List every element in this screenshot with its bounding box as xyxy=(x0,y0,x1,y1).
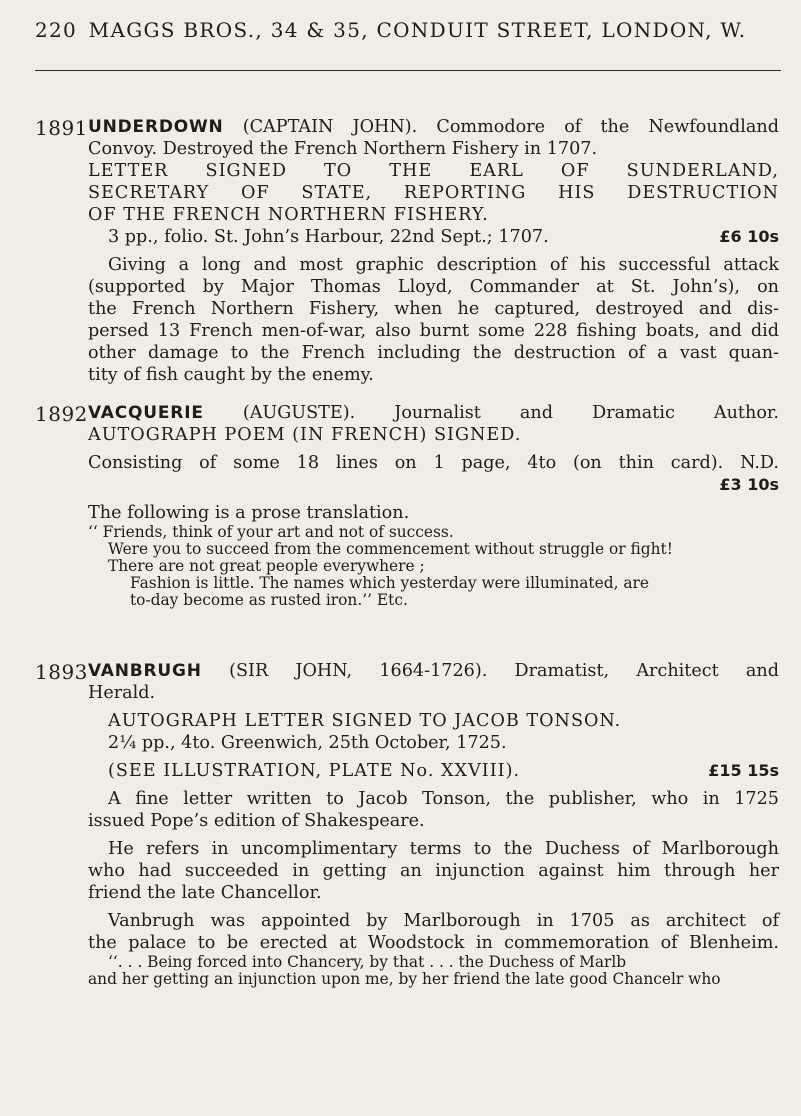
description-line: the palace to be erected at Woodstock in commemoration of Blenheim. xyxy=(88,933,779,953)
description-line: tity of fish caught by the enemy. xyxy=(88,365,374,385)
lot-number: 1893 xyxy=(35,660,88,684)
collation-line: 2¼ pp., 4to. Greenwich, 25th October, 1725. xyxy=(108,733,507,753)
quote-line: to-day become as rusted iron.’’ Etc. xyxy=(130,591,408,609)
price: £3 10s xyxy=(719,475,779,494)
description-line: friend the late Chancellor. xyxy=(88,883,322,903)
item-title-line: AUTOGRAPH LETTER SIGNED TO JACOB TONSON. xyxy=(108,711,622,731)
lot-body xyxy=(88,402,779,609)
text-line: Convoy. Destroyed the French Northern Fishery in 1707. xyxy=(88,139,598,159)
quote-line: ‘‘. . . Being forced into Chancery, by that . . . the Duchess of Marlb xyxy=(108,953,627,971)
page-number: 220 xyxy=(35,18,78,42)
item-title-line: SECRETARY OF STATE, REPORTING HIS DESTRUCTION xyxy=(88,183,779,203)
lot-heading-line: VANBRUGH (SIR JOHN, 1664-1726). Dramatist, Architect and xyxy=(88,661,779,681)
collation-line: Consisting of some 18 lines on 1 page, 4to (on thin card). N.D. xyxy=(88,453,779,473)
lot-number: 1892 xyxy=(35,402,88,426)
lot-body xyxy=(88,116,779,386)
lot-heading-line: UNDERDOWN (CAPTAIN JOHN). Commodore of the Newfoundland xyxy=(88,117,779,137)
price: £15 15s xyxy=(708,761,779,780)
collation-line: 3 pp., folio. St. John’s Harbour, 22nd Sept.; 1707. £6 10s xyxy=(108,227,779,247)
description-line: A fine letter written to Jacob Tonson, the publisher, who in 1725 xyxy=(108,789,779,809)
description-line: He refers in uncomplimentary terms to the Duchess of Marlborough xyxy=(108,839,779,859)
author-surname: VACQUERIE xyxy=(88,403,204,423)
description-line: the French Northern Fishery, when he captured, destroyed and dis- xyxy=(88,299,779,319)
item-title-line: LETTER SIGNED TO THE EARL OF SUNDERLAND, xyxy=(88,161,779,181)
plate-reference-line: (SEE ILLUSTRATION, PLATE No. XXVIII). £15 15s xyxy=(108,761,779,781)
lot-number: 1891 xyxy=(35,116,88,140)
description-line: Vanbrugh was appointed by Marlborough in 1705 as architect of xyxy=(108,911,779,931)
running-title: MAGGS BROS., 34 & 35, CONDUIT STREET, LONDON, W. xyxy=(88,18,747,42)
description-line: who had succeeded in getting an injunction against him through her xyxy=(88,861,779,881)
description-line: The following is a prose translation. xyxy=(88,503,410,523)
text-line: Herald. xyxy=(88,683,156,703)
quote-line: and her getting an injunction upon me, by her friend the late good Chancelr who xyxy=(88,970,721,988)
description-line: Giving a long and most graphic description of his successful attack xyxy=(108,255,779,275)
author-surname: UNDERDOWN xyxy=(88,117,224,137)
item-title-line: AUTOGRAPH POEM (IN FRENCH) SIGNED. xyxy=(88,425,522,445)
quote-line: ‘‘ Friends, think of your art and not of success. xyxy=(88,523,454,541)
description-line: issued Pope’s edition of Shakespeare. xyxy=(88,811,425,831)
description-line: persed 13 French men-of-war, also burnt some 228 fishing boats, and did xyxy=(88,321,779,341)
description-line: (supported by Major Thomas Lloyd, Commander at St. John’s), on xyxy=(88,277,779,297)
lot-body xyxy=(88,660,779,988)
quote-line: Fashion is little. The names which yesterday were illuminated, are xyxy=(130,574,650,592)
lot-heading-line: VACQUERIE (AUGUSTE). Journalist and Dramatic Author. xyxy=(88,403,779,423)
quote-line: Were you to succeed from the commencement without struggle or fight! xyxy=(108,540,673,558)
header-rule xyxy=(35,70,781,71)
quotation-block xyxy=(88,524,779,609)
price-line xyxy=(88,474,779,496)
price: £6 10s xyxy=(719,227,779,246)
quote-line: There are not great people everywhere ; xyxy=(108,557,425,575)
quotation-block xyxy=(88,954,779,988)
author-surname: VANBRUGH xyxy=(88,661,202,681)
description-line: other damage to the French including the destruction of a vast quan- xyxy=(88,343,779,363)
item-title-line: OF THE FRENCH NORTHERN FISHERY. xyxy=(88,205,489,225)
running-header xyxy=(35,18,781,42)
